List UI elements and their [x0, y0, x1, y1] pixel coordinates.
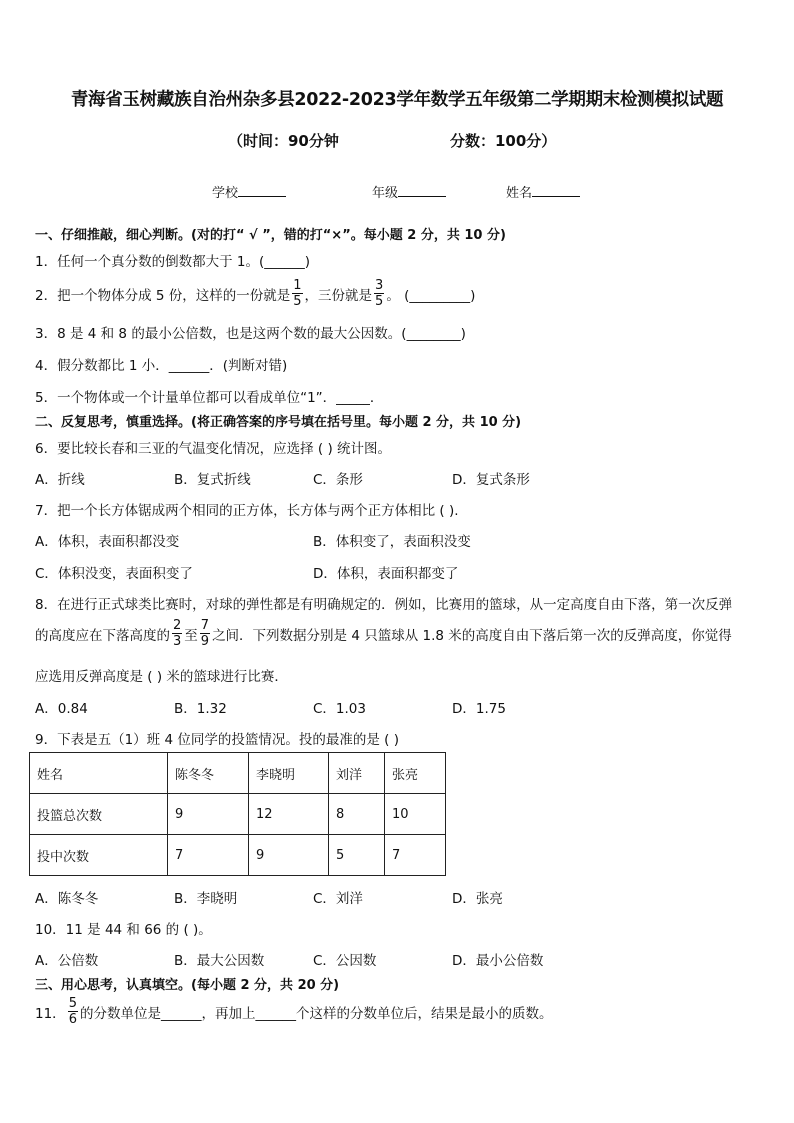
exam-time: （时间：90分钟 [228, 132, 339, 150]
question-6: 6．要比较长春和三亚的气温变化情况，应选择 ( ) 统计图。 [35, 441, 391, 457]
grade-field[interactable] [372, 182, 446, 201]
q7-option-b: B．体积变了，表面积没变 [313, 534, 471, 550]
q9-option-b: B．李晓明 [174, 891, 238, 907]
q8-option-d: D．1.75 [452, 701, 506, 717]
q6-option-d: D．复式条形 [452, 472, 530, 488]
name-field[interactable] [506, 182, 580, 201]
q7-option-a: A．体积，表面积都没变 [35, 534, 180, 550]
exam-score: 分数：100分） [450, 132, 557, 150]
table-row: 投篮总次数 9 12 8 10 [30, 794, 446, 835]
grade-label: 年级 [372, 186, 399, 201]
question-4: 4．假分数都比 1 小．______．(判断对错) [35, 358, 288, 374]
school-label: 学校 [212, 186, 239, 201]
question-1: 1．任何一个真分数的倒数都大于 1。(______) [35, 254, 311, 270]
q9-option-c: C．刘洋 [313, 891, 363, 907]
question-2: 2．把一个物体分成 5 份，这样的一份就是 $\frac{1}{5}$ ，三份就是 $\frac{3}{5}$ 。 (_________) [35, 278, 476, 309]
fraction-2-3: $\frac{2}{3}$ [173, 618, 182, 649]
school-field[interactable] [212, 182, 286, 201]
q6-option-a: A．折线 [35, 472, 85, 488]
question-9: 9．下表是五（1）班 4 位同学的投篮情况。投的最准的是 ( ) [35, 732, 399, 748]
q10-option-c: C．公因数 [313, 953, 377, 969]
page-title: 青海省玉树藏族自治州杂多县2022-2023学年数学五年级第二学期期末检测模拟试题 [70, 90, 724, 110]
fraction-3-5: $\frac{3}{5}$ [375, 278, 384, 309]
question-11: 11． $\frac{5}{6}$ 的分数单位是______，再加上______个这样的分数单位后，结果是最小的质数。 [35, 996, 553, 1027]
section-3-heading: 三、用心思考，认真填空。(每小题 2 分，共 20 分) [35, 978, 340, 993]
q8-option-b: B．1.32 [174, 701, 227, 717]
q6-option-c: C．条形 [313, 472, 363, 488]
q10-option-b: B．最大公因数 [174, 953, 265, 969]
question-7: 7．把一个长方体锯成两个相同的正方体，长方体与两个正方体相比 ( ). [35, 503, 459, 519]
question-8-line-3: 应选用反弹高度是 ( ) 米的篮球进行比赛． [35, 669, 288, 685]
q8-option-c: C．1.03 [313, 701, 366, 717]
q6-option-b: B．复式折线 [174, 472, 251, 488]
section-1-heading: 一、仔细推敲，细心判断。(对的打“ √ ”，错的打“×”。每小题 2 分，共 10 分) [35, 228, 506, 243]
q8-option-a: A．0.84 [35, 701, 88, 717]
q9-option-d: D．张亮 [452, 891, 503, 907]
table-row: 姓名 陈冬冬 李晓明 刘洋 张亮 [30, 753, 446, 794]
q7-option-c: C．体积没变，表面积变了 [35, 566, 193, 582]
question-10: 10．11 是 44 和 66 的 ( )。 [35, 922, 212, 938]
question-8-line-2: 的高度应在下落高度的 $\frac{2}{3}$ 至 $\frac{7}{9}$ 之间．下列数据分别是 4 只篮球从 1.8 米的高度自由下落后第一次的反弹高度，你觉得 [35, 618, 732, 649]
name-label: 姓名 [506, 186, 533, 201]
question-5: 5．一个物体或一个计量单位都可以看成单位“1”．_____． [35, 390, 384, 406]
q9-option-a: A．陈冬冬 [35, 891, 99, 907]
fraction-5-6: $\frac{5}{6}$ [68, 996, 77, 1027]
shooting-table [29, 752, 446, 876]
q10-option-d: D．最小公倍数 [452, 953, 544, 969]
section-2-heading: 二、反复思考，慎重选择。(将正确答案的序号填在括号里。每小题 2 分，共 10 分) [35, 415, 522, 430]
q7-option-d: D．体积，表面积都变了 [313, 566, 459, 582]
table-row: 投中次数 7 9 5 7 [30, 835, 446, 876]
fraction-7-9: $\frac{7}{9}$ [200, 618, 210, 649]
q10-option-a: A．公倍数 [35, 953, 99, 969]
question-3: 3．8 是 4 和 8 的最小公倍数，也是这两个数的最大公因数。(________) [35, 326, 466, 342]
question-8-line-1: 8．在进行正式球类比赛时，对球的弹性都是有明确规定的．例如，比赛用的篮球，从一定高度自由下落，第一次反弹 [35, 597, 733, 613]
fraction-1-5: $\frac{1}{5}$ [293, 278, 302, 309]
